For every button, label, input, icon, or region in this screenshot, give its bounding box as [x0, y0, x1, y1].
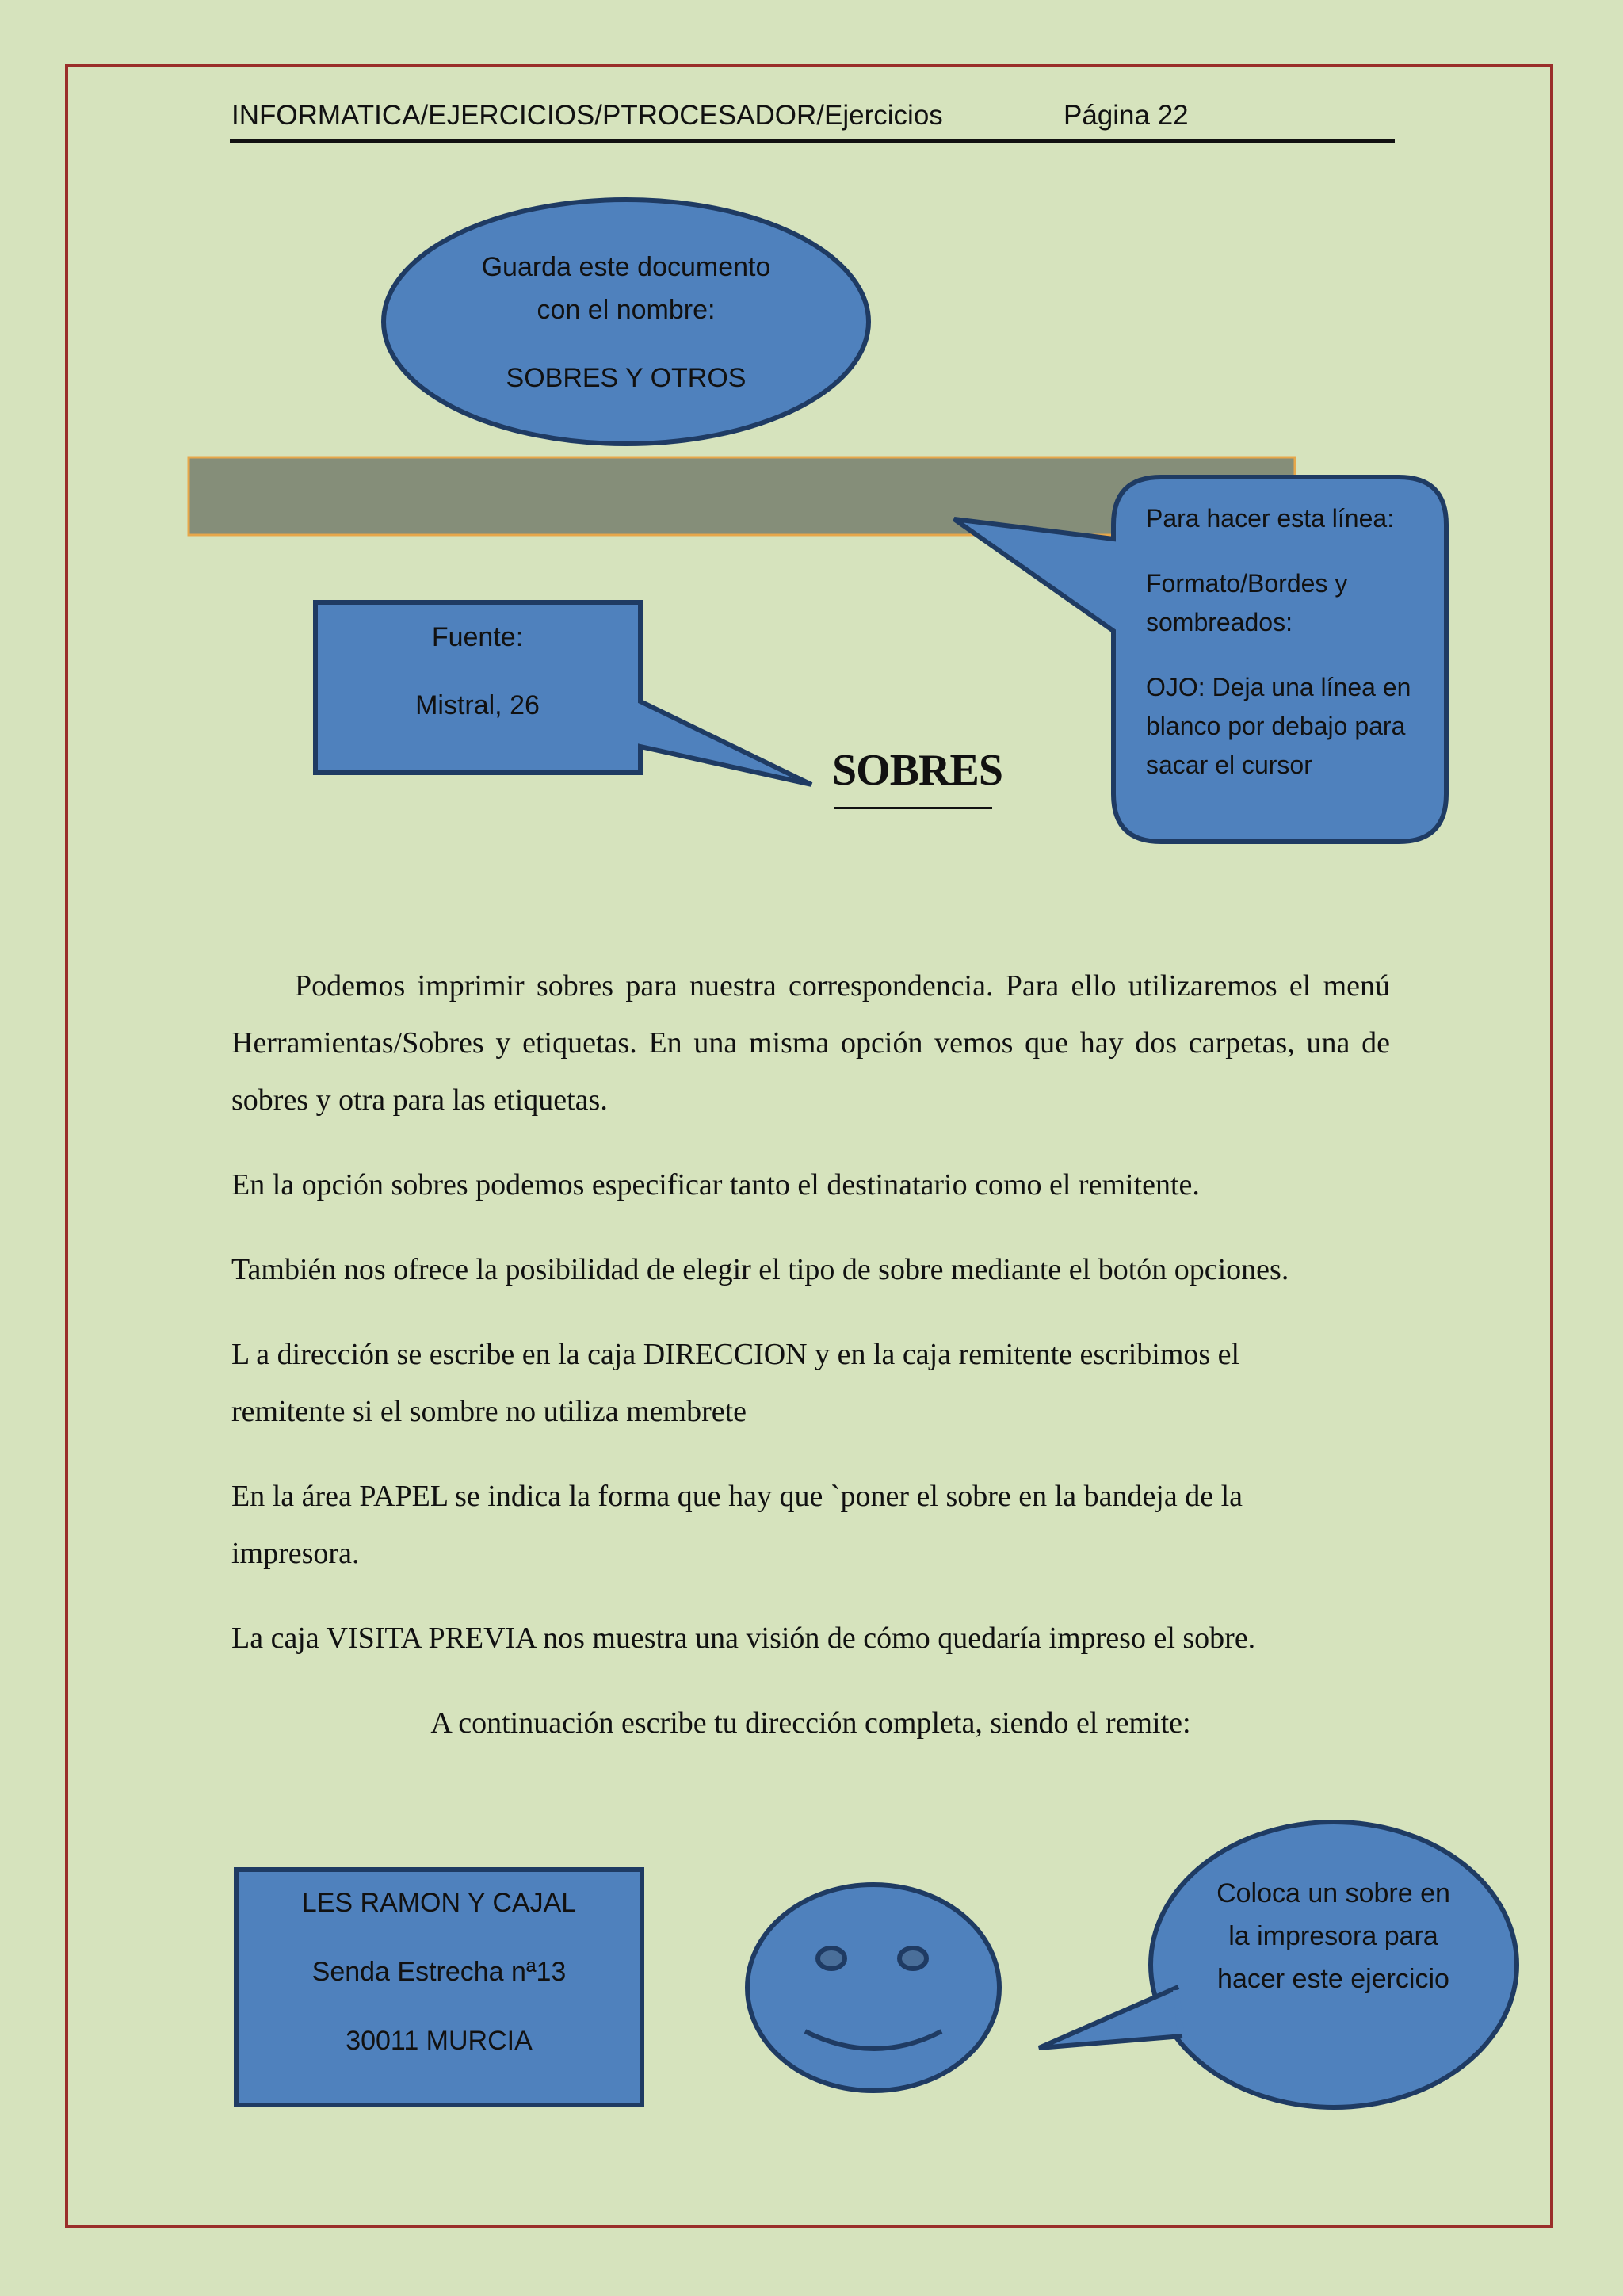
paragraph-5: En la área PAPEL se indica la forma que hay que `poner el sobre en la bandeja de la impresora. — [231, 1480, 1243, 1570]
font-callout-text — [317, 616, 638, 727]
address-text — [238, 1881, 640, 2062]
line-tip-3: OJO: Deja una línea en blanco por debajo para sacar el cursor — [1146, 673, 1411, 779]
font-label: Fuente: — [431, 622, 524, 652]
title-underline — [834, 807, 992, 809]
header-path: INFORMATICA/EJERCICIOS/PTROCESADOR/Ejercicios — [231, 100, 943, 131]
address-line-3: 30011 MURCIA — [346, 2026, 533, 2056]
printer-tip: Coloca un sobre en la impresora para hacer este ejercicio — [1216, 1878, 1450, 1994]
line-tip-2: Formato/Bordes y sombreados: — [1146, 569, 1348, 636]
line-tip-1: Para hacer esta línea: — [1146, 504, 1395, 533]
smiley-face-icon — [747, 1885, 999, 2091]
address-line-1: LES RAMON Y CAJAL — [301, 1888, 577, 1918]
paragraph-7: A continuación escribe tu dirección completa, siendo el remite: — [430, 1706, 1191, 1740]
address-line-2: Senda Estrecha nª13 — [311, 1957, 567, 1987]
printer-tip-text — [1212, 1872, 1454, 2000]
font-value: Mistral, 26 — [415, 690, 540, 720]
save-line-1: Guarda este documento — [481, 252, 771, 282]
paragraph-6: La caja VISITA PREVIA nos muestra una visión de cómo quedaría impreso el sobre. — [231, 1622, 1256, 1655]
save-name-text — [412, 246, 840, 399]
save-line-2: con el nombre: — [537, 295, 716, 325]
page-number: Página 22 — [1064, 100, 1189, 131]
paragraph-3: También nos ofrece la posibilidad de elegir el tipo de sobre mediante el botón opciones. — [231, 1253, 1289, 1286]
save-file-name: SOBRES Y OTROS — [506, 363, 747, 393]
paragraph-2: En la opción sobres podemos especificar tanto el destinatario como el remitente. — [231, 1168, 1200, 1201]
paragraph-4: L a dirección se escribe en la caja DIRECCION y en la caja remitente escribimos el remitente si el sombre no utiliza membrete — [231, 1338, 1240, 1428]
body-text — [231, 957, 1390, 1752]
document-title: SOBRES — [832, 746, 1002, 795]
paragraph-1: Podemos imprimir sobres para nuestra correspondencia. Para ello utilizaremos el menú Herramientas/Sobres y etiquetas. En una misma opción vemos que hay dos carpetas, una de sobres y otra para las etiquetas. — [231, 969, 1390, 1117]
line-tip-text — [1146, 499, 1427, 785]
